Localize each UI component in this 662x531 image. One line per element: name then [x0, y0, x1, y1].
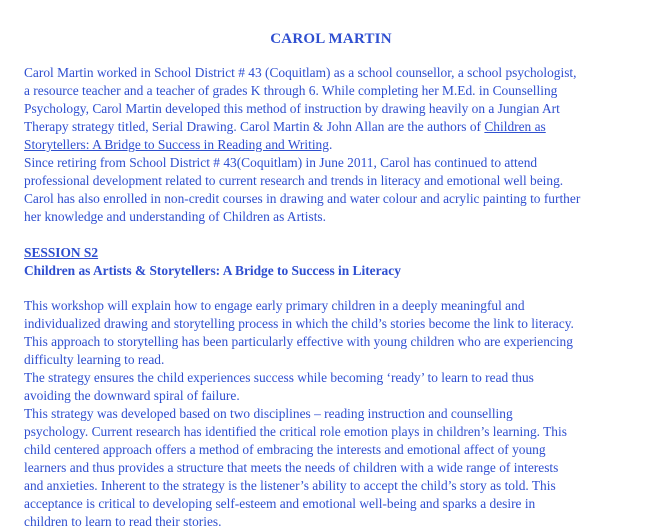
- book-title-link[interactable]: Children as: [484, 119, 546, 134]
- session-title: Children as Artists & Storytellers: A Bridge to Success in Literacy: [24, 263, 401, 278]
- bio-line: Since retiring from School District # 43(Coquitlam) in June 2011, Carol has continued to attend: [24, 155, 538, 170]
- bio-line: Carol has also enrolled in non-credit courses in drawing and water colour and acrylic painting to further: [24, 191, 581, 206]
- description-line: The strategy ensures the child experiences success while becoming ‘ready’ to learn to read thus: [24, 370, 534, 385]
- description-line: psychology. Current research has identified the critical role emotion plays in children’s learning. This: [24, 424, 567, 439]
- session-code: SESSION S2: [24, 245, 99, 260]
- description-line: difficulty learning to read.: [24, 352, 165, 367]
- description-line: This approach to storytelling has been particularly effective with young children who are experiencing: [24, 334, 573, 349]
- bio-line: Carol Martin worked in School District # 43 (Coquitlam) as a school counsellor, a school psychologist,: [24, 65, 577, 80]
- bio-line: [24, 136, 654, 154]
- bio-line: her knowledge and understanding of Children as Artists.: [24, 209, 326, 224]
- bio-line: [24, 118, 654, 136]
- book-title-period: .: [328, 137, 333, 152]
- description-line: This workshop will explain how to engage early primary children in a deeply meaningful and: [24, 298, 525, 313]
- description-line: children to learn to read their stories.: [24, 514, 222, 529]
- book-title-link-continued[interactable]: Storytellers: A Bridge to Success in Reading and Writing: [24, 137, 329, 152]
- description-line: and anxieties. Inherent to the strategy is the listener’s ability to accept the child’s story as told. This: [24, 478, 556, 493]
- bio-paragraph: [24, 64, 654, 226]
- description-line: individualized drawing and storytelling process in which the child’s stories become the link to literacy.: [24, 316, 574, 331]
- page-title: CAROL MARTIN: [270, 31, 392, 47]
- bio-line: a resource teacher and a teacher of grades K through 6. While completing her M.Ed. in Counselling: [24, 83, 558, 98]
- description-line: avoiding the downward spiral of failure.: [24, 388, 240, 403]
- description-paragraph: [24, 297, 654, 531]
- description-line: This strategy was developed based on two disciplines – reading instruction and counselling: [24, 406, 513, 421]
- bio-line-text: Therapy strategy titled, Serial Drawing. Carol Martin & John Allan are the authors of: [24, 119, 485, 134]
- description-line: learners and thus provides a structure that meets the needs of children with a wide range of interests: [24, 460, 559, 475]
- description-line: child centered approach offers a method of embracing the interests and emotional affect of young: [24, 442, 546, 457]
- bio-line: professional development related to current research and trends in literacy and emotional well being.: [24, 173, 564, 188]
- bio-line: Psychology, Carol Martin developed this method of instruction by drawing heavily on a Jungian Art: [24, 101, 560, 116]
- description-line: acceptance is critical to developing self-esteem and emotional well-being and sparks a desire in: [24, 496, 536, 511]
